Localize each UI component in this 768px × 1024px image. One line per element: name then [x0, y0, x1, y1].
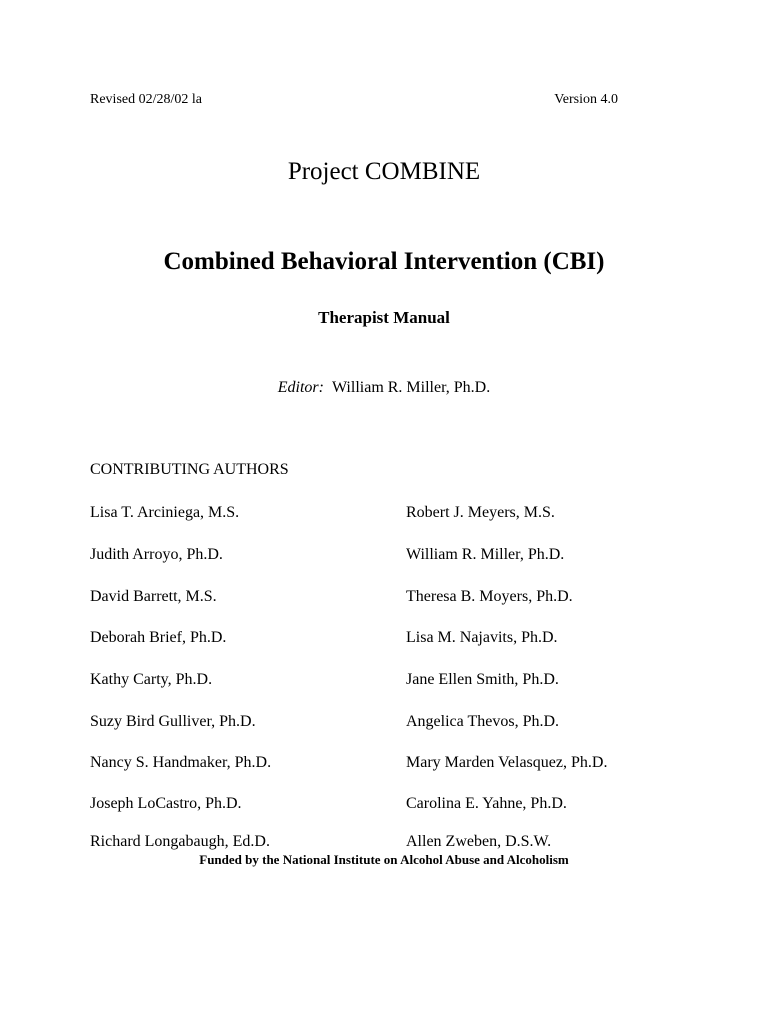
author-right: William R. Miller, Ph.D. [406, 546, 565, 563]
author-right: Allen Zweben, D.S.W. [406, 833, 552, 850]
editor-name: William R. Miller, Ph.D. [331, 379, 491, 396]
editor-line [0, 379, 768, 397]
document-title: Combined Behavioral Intervention (CBI) [163, 248, 605, 275]
authors-heading: CONTRIBUTING AUTHORS [90, 461, 289, 478]
author-right: Theresa B. Moyers, Ph.D. [406, 588, 573, 605]
editor-label: Editor: [277, 379, 324, 396]
version-label: Version 4.0 [554, 92, 618, 107]
document-subtitle: Therapist Manual [318, 308, 450, 327]
author-left: Kathy Carty, Ph.D. [90, 671, 213, 688]
author-left: Lisa T. Arciniega, M.S. [90, 504, 240, 521]
revision-date: Revised 02/28/02 la [90, 92, 202, 107]
author-left: Suzy Bird Gulliver, Ph.D. [90, 713, 256, 730]
project-title: Project COMBINE [287, 158, 481, 185]
author-left: Judith Arroyo, Ph.D. [90, 546, 223, 563]
author-right: Mary Marden Velasquez, Ph.D. [406, 754, 608, 771]
author-right: Jane Ellen Smith, Ph.D. [406, 671, 559, 688]
author-left: Nancy S. Handmaker, Ph.D. [90, 754, 272, 771]
funding-note: Funded by the National Institute on Alcohol Abuse and Alcoholism [199, 852, 569, 867]
author-right: Lisa M. Najavits, Ph.D. [406, 629, 558, 646]
author-left: Richard Longabaugh, Ed.D. [90, 833, 270, 850]
author-right: Carolina E. Yahne, Ph.D. [406, 795, 567, 812]
author-right: Robert J. Meyers, M.S. [406, 504, 555, 521]
author-left: David Barrett, M.S. [90, 588, 217, 605]
author-left: Deborah Brief, Ph.D. [90, 629, 227, 646]
author-left: Joseph LoCastro, Ph.D. [90, 795, 242, 812]
author-right: Angelica Thevos, Ph.D. [406, 713, 560, 730]
